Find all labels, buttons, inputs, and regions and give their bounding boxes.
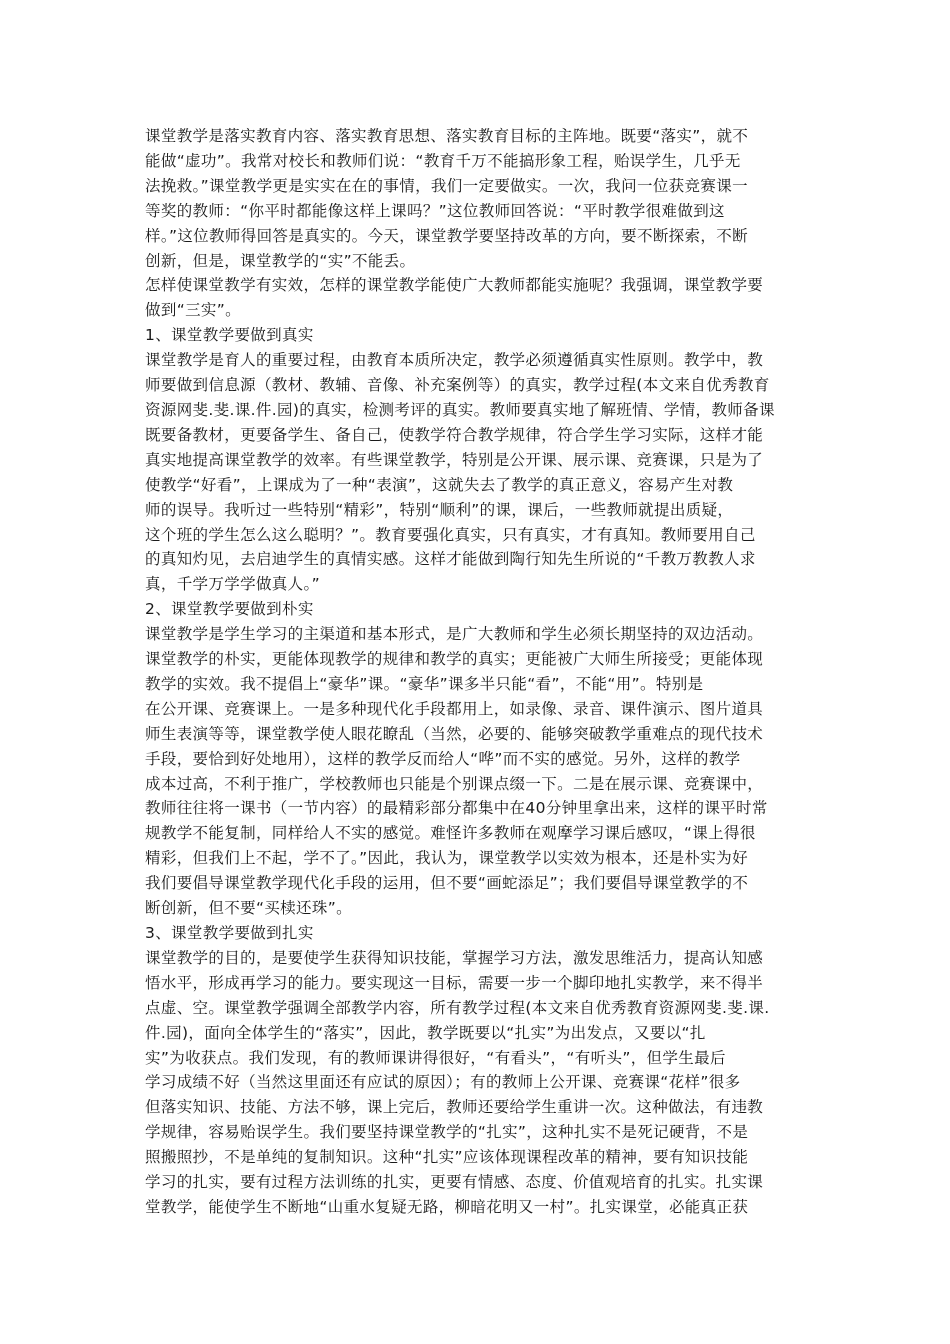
document-body (145, 124, 807, 1220)
paragraph-section-3: 课堂教学的目的，是要使学生获得知识技能，掌握学习方法，激发思维活力，提高认知感 悟水平，形成再学习的能力。要实现这一目标，需要一步一个脚印地扎实教学，来不得半 点虚、空。课堂教学强调全部教学内容，所有教学过程(本文来自优秀教育资源网斐.斐.课. 件.园)，面向全体学生的“落实”，因此，教学既要以“扎实”为出发点，又要以“扎 实”为收获点。我们发现，有的教师课讲得很好，“有看头”，“有听头”，但学生最后 学习成绩不好（当然这里面还有应试的原因）；有的教师上公开课、竞赛课“花样”很多 但落实知识、技能、方法不够，课上完后，教师还要给学生重讲一次。这种做法，有违教 学规律，容易贻误学生。我们要坚持课堂教学的“扎实”，这种扎实不是死记硬背，不是 照搬照抄，不是单纯的复制知识。这种“扎实”应该体现课程改革的精神，要有知识技能 学习的扎实，要有过程方法训练的扎实，更要有情感、态度、价值观培育的扎实。扎实课 堂教学，能使学生不断地“山重水复疑无路，柳暗花明又一村”。扎实课堂，必能真正获 (145, 948, 770, 1216)
paragraph-section-1: 课堂教学是育人的重要过程，由教育本质所决定，教学必须遵循真实性原则。教学中，教 师要做到信息源（教材、教辅、音像、补充案例等）的真实，教学过程(本文来自优秀教育 资源网斐.斐.课.件.园)的真实，检测考评的真实。教师要真实地了解班情、学情，教师备课 既要备教材，更要备学生、备自己，使教学符合教学规律，符合学生学习实际，这样才能 真实地提高课堂教学的效率。有些课堂教学，特别是公开课、展示课、竞赛课，只是为了 使教学“好看”，上课成为了一种“表演”，这就失去了教学的真正意义，容易产生对教 师的误导。我听过一些特别“精彩”，特别“顺利”的课，课后，一些教师就提出质疑， 这个班的学生怎么这么聪明？”。教育要强化真实，只有真实，才有真知。教师要用自己 的真知灼见，去启迪学生的真情实感。这样才能做到陶行知先生所说的“千教万教教人求 真，千学万学学做真人。” (145, 351, 775, 594)
section-heading-1: 1、课堂教学要做到真实 (145, 326, 314, 345)
paragraph-intro: 课堂教学是落实教育内容、落实教育思想、落实教育目标的主阵地。既要“落实”，就不 能做“虚功”。我常对校长和教师们说：“教育千万不能搞形象工程，贻误学生，几乎无 法挽救。”课堂教学更是实实在在的事情，我们一定要做实。一次，我问一位获竞赛课一 等奖的教师：“你平时都能像这样上课吗？”这位教师回答说：“平时教学很难做到这 样。”这位教师得回答是真实的。今天，课堂教学要坚持改革的方向，要不断探索，不断 创新，但是，课堂教学的“实”不能丢。 (145, 127, 749, 270)
section-heading-3: 3、课堂教学要做到扎实 (145, 924, 314, 942)
paragraph-section-2: 课堂教学是学生学习的主渠道和基本形式，是广大教师和学生必须长期坚持的双边活动。 课堂教学的朴实，更能体现教学的规律和教学的真实；更能被广大师生所接受；更能体现 教学的实效。我不提倡上“豪华”课。“豪华”课多半只能“看”，不能“用”。特别是 在公开课、竞赛课上。一是多种现代化手段都用上，如录像、录音、课件演示、图片道具 师生表演等等，课堂教学使人眼花瞭乱（当然，必要的、能够突破教学重难点的现代技术 手段，要恰到好处地用），这样的教学反而给人“哗”而不实的感觉。另外，这样的教学 成本过高，不利于推广，学校教师也只能是个别课点缀一下。二是在展示课、竞赛课中， 教师往往将一课书（一节内容）的最精彩部分都集中在40分钟里拿出来，这样的课平时常 规教学不能复制，同样给人不实的感觉。难怪许多教师在观摩学习课后感叹，“课上得很 精彩，但我们上不起，学不了。”因此，我认为，课堂教学以实效为根本，还是朴实为好 我们要倡导课堂教学现代化手段的运用，但不要“画蛇添足”；我们要倡导课堂教学的不 断创新，但不要“买椟还珠”。 (145, 625, 768, 918)
section-heading-2: 2、课堂教学要做到朴实 (145, 600, 314, 619)
paragraph-question: 怎样使课堂教学有实效，怎样的课堂教学能使广大教师都能实施呢？我强调，课堂教学要 做到“三实”。 (145, 276, 764, 320)
